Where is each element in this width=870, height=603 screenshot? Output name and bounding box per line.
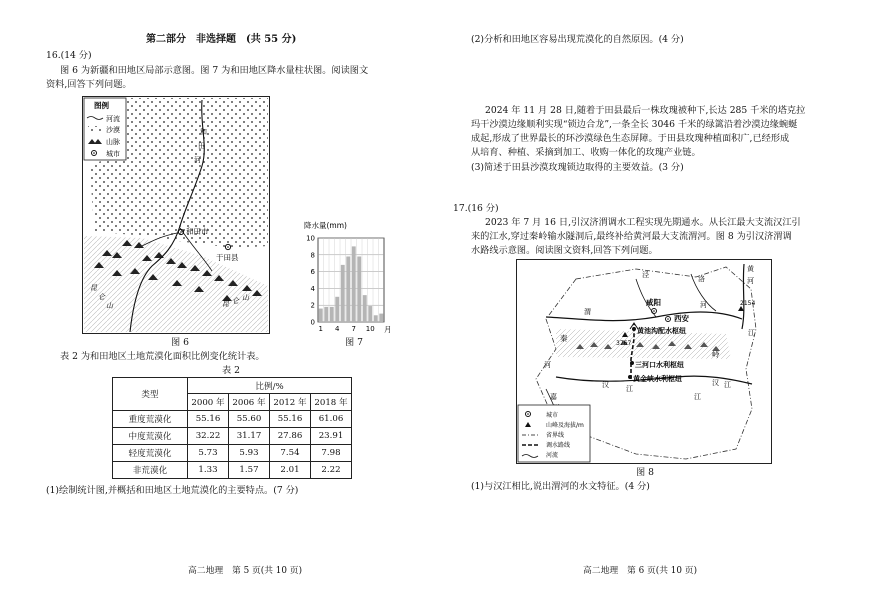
- chart-xtick-label: 7: [351, 325, 356, 333]
- fig6-caption: 图 6: [171, 337, 189, 348]
- news-line2: 玛干沙漠边缘顺利实现“锁边合龙”,一条全长 3046 千米的绿篱沿着沙漠边缘蜿蜒: [471, 119, 798, 130]
- table-cell: 5.73: [188, 445, 229, 462]
- row-label: 中度荒漠化: [113, 428, 188, 445]
- jing-label: 泾: [642, 271, 649, 279]
- table-cell: 7.98: [311, 445, 352, 462]
- chart-xtick-label: 10: [365, 325, 375, 333]
- table-cell: 1.57: [229, 462, 270, 479]
- chart-bar: [379, 314, 383, 322]
- q17-intro-line2: 来的江水,穿过秦岭输水隧洞后,最终补给黄河最大支流渭河。图 8 为引汉济渭调: [471, 231, 792, 242]
- mountain-label-4: 昆: [222, 300, 229, 308]
- mountain-label-5: 仑: [232, 297, 239, 305]
- chart-ylabel: 降水量(mm): [304, 221, 347, 230]
- table-cell: 32.22: [188, 428, 229, 445]
- q17-sub1: (1)与汉江相比,说出渭河的水文特征。(4 分): [471, 481, 650, 492]
- chart-bar: [368, 306, 372, 322]
- peak-3767-label: 3767: [616, 340, 632, 347]
- chart-bar: [335, 297, 339, 322]
- q17-number: 17.(16 分): [453, 203, 499, 214]
- legend-title: 图例: [94, 101, 109, 110]
- table-cell: 55.16: [188, 411, 229, 428]
- right-page: [435, 0, 870, 603]
- peak-2154-label: 2154: [740, 300, 756, 307]
- table-cell: 23.91: [311, 428, 352, 445]
- chart-xtick-label: 1: [318, 325, 323, 333]
- table-cell: 1.33: [188, 462, 229, 479]
- ling-label: 岭: [712, 350, 720, 359]
- hub-huangchigou-label: 黄池沟配水枢纽: [637, 327, 686, 335]
- q16-intro-line2: 资料,回答下列问题。: [46, 79, 132, 90]
- row-label: 非荒漠化: [113, 462, 188, 479]
- table-ratio-header: 比例/%: [188, 378, 352, 394]
- table-cell: 2.01: [270, 462, 311, 479]
- table-row: [113, 462, 352, 479]
- chart-bar: [357, 256, 361, 322]
- han-label-2: 江: [626, 385, 633, 393]
- table-cell: 55.60: [229, 411, 270, 428]
- city-xian-label: 西安: [674, 314, 689, 323]
- row-label: 重度荒漠化: [113, 411, 188, 428]
- news-line1: 2024 年 11 月 28 日,随着于田县最后一株玫瑰被种下,长达 285 千米的塔克拉: [485, 105, 806, 116]
- chart-bar: [319, 309, 323, 322]
- wei-label-2: 河: [700, 301, 707, 309]
- chart-bar: [341, 265, 345, 322]
- chart-bar: [363, 295, 367, 322]
- han-label-1: 汉: [602, 381, 609, 389]
- chart-ytick-label: 8: [310, 251, 315, 260]
- table-year-header: 2018 年: [311, 394, 352, 411]
- table-cell: 31.17: [229, 428, 270, 445]
- q17-intro-line3: 水路线示意图。阅读图文资料,回答下列问题。: [471, 245, 658, 256]
- q16-sub2: (2)分析和田地区容易出现荒漠化的自然原因。(4 分): [471, 34, 684, 45]
- row-label: 轻度荒漠化: [113, 445, 188, 462]
- legend-item-river: 河流: [106, 115, 120, 123]
- river-label-c: 江: [694, 393, 701, 401]
- chart-ytick-label: 4: [310, 284, 315, 293]
- table-cell: 61.06: [311, 411, 352, 428]
- river-label-2: 田: [198, 142, 205, 150]
- table-type-header: 类型: [113, 378, 188, 411]
- chart-ytick-label: 0: [310, 318, 315, 327]
- q16-sub1: (1)绘制统计图,并概括和田地区土地荒漠化的主要特点。(7 分): [46, 485, 299, 496]
- table-year-header: 2000 年: [188, 394, 229, 411]
- river-label-3: 河: [194, 156, 201, 164]
- legend-item-city: 城市: [106, 150, 120, 158]
- table-cell: 55.16: [270, 411, 311, 428]
- chart-bar: [374, 315, 378, 322]
- table-intro: 表 2 为和田地区土地荒漠化面积比例变化统计表。: [60, 351, 265, 362]
- right-footer: 高二地理 第 6 页(共 10 页): [583, 566, 698, 576]
- legend-item-boundary: 省界线: [546, 432, 565, 439]
- table-year-header: 2006 年: [229, 394, 270, 411]
- table-row: [113, 411, 352, 428]
- figure7-precip-chart: [298, 218, 398, 334]
- table-year-header: 2012 年: [270, 394, 311, 411]
- huang-label-2: 河: [747, 277, 754, 285]
- qin-label: 秦: [560, 334, 568, 343]
- table-caption: 表 2: [222, 365, 240, 376]
- table-cell: 5.93: [229, 445, 270, 462]
- mountain-label-3: 山: [106, 302, 113, 310]
- q16-intro-line1: 图 6 为新疆和田地区局部示意图。图 7 为和田地区降水量柱状图。阅读图文: [60, 65, 369, 76]
- river-label-b: 江: [748, 329, 755, 337]
- left-footer: 高二地理 第 5 页(共 10 页): [188, 566, 303, 576]
- part-heading: 第二部分 非选择题 (共 55 分): [146, 34, 297, 45]
- legend-item-peak: 山峰及海拔/m: [546, 422, 584, 429]
- hub-huangchigou-icon: [632, 327, 636, 331]
- table-cell: 7.54: [270, 445, 311, 462]
- q16-number: 16.(14 分): [46, 50, 92, 61]
- river-label-a: 河: [544, 361, 551, 369]
- fig7-caption: 图 7: [345, 337, 363, 348]
- huang-label-1: 黄: [747, 265, 754, 273]
- desertification-table: [112, 377, 352, 479]
- jia-label: 嘉: [550, 393, 557, 401]
- desert-legend-icon: [88, 126, 102, 132]
- chart-ytick-label: 10: [306, 234, 315, 243]
- han-label-3: 汉: [712, 379, 719, 387]
- legend-item-city: 城市: [546, 412, 559, 419]
- table-cell: 2.22: [311, 462, 352, 479]
- chart-bar: [346, 256, 350, 322]
- hub-sanhekou-label: 三河口水利枢纽: [635, 361, 684, 369]
- legend-item-desert: 沙漠: [106, 126, 120, 134]
- city-hetian-label: 和田市: [186, 227, 209, 236]
- figure8-map: [516, 259, 772, 464]
- wei-label-1: 渭: [584, 308, 591, 316]
- chart-xtick-label: 4: [335, 325, 340, 333]
- q17-intro-line1: 2023 年 7 月 16 日,引汉济渭调水工程实现先期通水。从长江最大支流汉江引: [485, 217, 801, 228]
- city-yutian-label: 于田县: [216, 253, 239, 262]
- hub-huangjinxia-label: 黄金峡水利枢纽: [633, 375, 682, 383]
- chart-bar: [352, 246, 356, 322]
- table-cell: 27.86: [270, 428, 311, 445]
- legend-item-mountain: 山脉: [106, 138, 120, 146]
- chart-bar: [330, 307, 334, 322]
- mountain-label-2: 仑: [98, 293, 105, 301]
- chart-xlabel: 月: [384, 325, 392, 334]
- city-xianyang-label: 咸阳: [646, 298, 661, 307]
- luo-label: 洛: [698, 275, 705, 283]
- table-row: [113, 445, 352, 462]
- mountain-label-6: 山: [242, 294, 249, 302]
- chart-ytick-label: 2: [310, 301, 315, 310]
- news-line4: 从培育、种植、采摘到加工、收购一体化的玫瑰产业链。: [471, 147, 701, 158]
- han-label-4: 江: [724, 381, 731, 389]
- figure6-map: [82, 96, 270, 334]
- legend-item-route: 调水路线: [546, 442, 571, 449]
- chart-ytick-label: 6: [310, 268, 315, 277]
- news-line3: 成起,形成了世界最长的环沙漠绿色生态屏障。于田县玫瑰种植面积广,已经形成: [471, 133, 790, 144]
- mountain-label-1: 昆: [90, 284, 97, 292]
- fig8-caption: 图 8: [636, 467, 654, 478]
- river-label-1: 和: [200, 128, 207, 136]
- chart-bar: [324, 307, 328, 322]
- hub-huangjinxia-icon: [628, 375, 632, 379]
- chart-xticks: [319, 325, 375, 333]
- table-row: [113, 428, 352, 445]
- legend-item-river: 河流: [546, 452, 559, 459]
- q16-sub3: (3)简述于田县沙漠玫瑰锁边取得的主要效益。(3 分): [471, 162, 684, 173]
- hub-sanhekou-icon: [630, 361, 634, 365]
- chart-yticks: [306, 235, 315, 327]
